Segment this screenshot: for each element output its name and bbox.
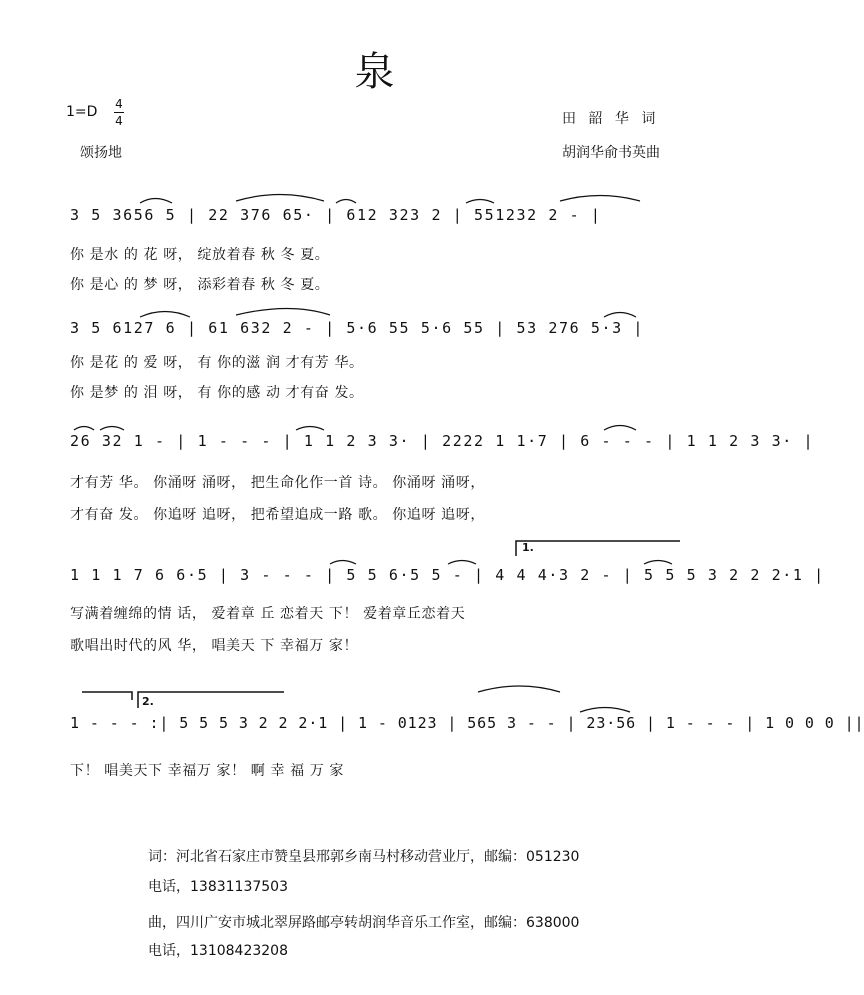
volta-1-label: 1. xyxy=(522,541,534,554)
lyric-line-3-verse-2: 才有奋 发。 你追呀 追呀， 把希望追成一路 歌。 你追呀 追呀， xyxy=(70,507,485,523)
slur-mark xyxy=(448,561,476,565)
slur-mark xyxy=(330,561,356,565)
composer-credit: 胡润华俞书英曲 xyxy=(562,145,660,161)
tempo-marking: 颂扬地 xyxy=(80,145,122,161)
slur-mark xyxy=(604,426,636,431)
lyricist-address: 词：河北省石家庄市赞皇县邢郭乡南马村移动营业厅，邮编：051230 xyxy=(148,849,580,865)
slur-mark xyxy=(560,196,640,202)
volta-2-bracket xyxy=(138,692,284,708)
volta-1-continuation xyxy=(82,692,132,700)
lyric-line-4-verse-2: 歌唱出时代的风 华， 唱美天 下 幸福万 家！ xyxy=(70,638,359,654)
notation-system-4: 1 1 1 7 6 6·5 | 3 - - - | 5 5 6·5 5 - | 4 4 4·3 2 - | 5 5 5 3 2 2 2·1 | xyxy=(70,566,825,584)
lyricist-phone: 电话，13831137503 xyxy=(148,879,288,895)
lyric-line-3-verse-1: 才有芳 华。 你涌呀 涌呀， 把生命化作一首 诗。 你涌呀 涌呀， xyxy=(70,475,485,491)
notation-system-3: 26 32 1 - | 1 - - - | 1 1 2 3 3· | 2222 1 1·7 | 6 - - - | 1 1 2 3 3· | xyxy=(70,432,815,450)
lyric-line-2-verse-1: 你 是花 的 爱 呀， 有 你的滋 润 才有芳 华。 xyxy=(70,355,364,371)
composer-phone: 电话，13108423208 xyxy=(148,943,288,959)
slur-mark xyxy=(478,686,560,692)
lyric-line-1-verse-1: 你 是水 的 花 呀， 绽放着春 秋 冬 夏。 xyxy=(70,247,330,263)
time-signature-top: 4 xyxy=(115,97,123,111)
slur-mark xyxy=(74,427,94,431)
lyric-line-1-verse-2: 你 是心 的 梦 呀， 添彩着春 秋 冬 夏。 xyxy=(70,277,330,293)
slur-mark xyxy=(336,200,356,204)
slur-mark xyxy=(236,309,330,316)
key-label: 1=D xyxy=(66,104,98,120)
notation-system-1: 3 5 3656 5 | 22 376 65· | 612 323 2 | 551232 2 - | xyxy=(70,206,602,224)
volta-brackets xyxy=(82,541,680,708)
slur-mark xyxy=(580,708,630,713)
slur-mark xyxy=(236,195,324,202)
lyricist-credit: 田 韶 华 词 xyxy=(562,111,660,127)
slur-mark xyxy=(100,427,124,431)
slur-mark xyxy=(140,199,172,204)
slur-mark xyxy=(140,312,190,318)
time-signature-bottom: 4 xyxy=(115,114,123,128)
slur-mark xyxy=(296,427,324,431)
slur-mark xyxy=(604,313,636,318)
volta-2-label: 2. xyxy=(142,695,154,708)
volta-1-bracket xyxy=(516,541,680,556)
lyric-line-4-verse-1: 写满着缠绵的情 话， 爱着章 丘 恋着天 下！ 爱着章丘恋着天 xyxy=(70,606,466,622)
lyric-line-5-verse-1: 下！ 唱美天下 幸福万 家！ 啊 幸 福 万 家 xyxy=(70,763,345,779)
notation-system-5: 1 - - - :| 5 5 5 3 2 2 2·1 | 1 - 0123 | 565 3 - - | 23·56 | 1 - - - | 1 0 0 0 || xyxy=(70,714,864,732)
composer-address: 曲，四川广安市城北翠屏路邮亭转胡润华音乐工作室，邮编：638000 xyxy=(148,915,580,931)
lyric-line-2-verse-2: 你 是梦 的 泪 呀， 有 你的感 动 才有奋 发。 xyxy=(70,385,364,401)
notation-system-2: 3 5 6127 6 | 61 632 2 - | 5·6 55 5·6 55 | 53 276 5·3 | xyxy=(70,319,645,337)
slur-marks xyxy=(74,195,672,713)
song-title: 泉 xyxy=(354,49,395,95)
slur-mark xyxy=(644,561,672,565)
slur-mark xyxy=(466,200,494,204)
